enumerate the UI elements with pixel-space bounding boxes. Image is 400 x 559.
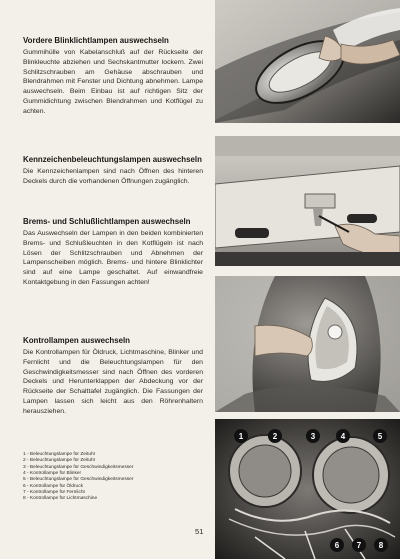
section-body: Die Kennzeichenlampen sind nach Öffnen des hinteren Deckels durch die vorhandenen Öffnungen zugänglich. [23,167,203,185]
section-title: Kontrollampen auswechseln [23,336,130,345]
legend-item: 8 - Kontrollampe für Lichtmaschine [23,496,98,502]
photo-license-plate-lamp [215,136,400,266]
section-brake-tail-lamp [23,217,203,288]
section-body: Gummihülle von Kabelanschluß auf der Rückseite der Blinkleuchte abziehen und Sechskantmutter lockern. Zwei Schlitzschrauben am Gehäuse abschrauben und Blendrahmen mit Fenster und Dichtung abnehmen. Lampe auswechseln. Beim Einbau ist auf richtigen Sitz der Gummidichtung zwischen Blendrahmen und Kotflügel zu achten. [23,48,203,116]
section-body: Das Auswechseln der Lampen in den beiden kombinierten Brems- und Schlußleuchten in den Kotflügeln ist nach Lösen der Schlitzschrauben und Abnehmen der Lampenscheiben möglich. Brems- und hintere Blinklichter sind auf eine Lampe geschaltet. Auf einwandfreie Kontaktgebung in den Fassungen achten! [23,229,203,287]
section-license-plate-lamp [23,155,203,187]
legend-item: 3 - Beleuchtungslampe für Geschwindigkeitsmesser [23,464,134,470]
photo-tail-lamp [215,276,400,412]
page-number: 51 [195,527,204,536]
callout-7: 7 [356,541,362,550]
callout-3: 3 [310,432,316,441]
section-body: Die Kontrollampen für Öldruck, Lichtmaschine, Blinker und Fernlicht und die Beleuchtungslampen für den Geschwindigkeitsmesser sind nach Öffnen des vorderen Deckels und Herunterklappen der Abdeckung vor der Rückseite der Schalttafel zugänglich. Die Fassungen der Lampen lassen sich leicht aus den Röhrenhaltern herausziehen. [23,348,203,416]
photo-dashboard-lamps [215,419,400,559]
callout-4: 4 [340,432,346,441]
legend-list [23,452,208,503]
callout-1: 1 [238,432,244,441]
callout-2: 2 [272,432,278,441]
section-warning-lamps [23,336,203,417]
section-title: Vordere Blinklichtlampen auswechseln [23,36,169,45]
legend-item: 6 - Kontrollampe für Öldruck [23,483,83,489]
legend-item: 7 - Kontrollampe für Fernlicht [23,490,85,496]
photo-turn-signal [215,0,400,123]
legend-item: 2 - Beleuchtungslampe für Zeituhr [23,458,96,464]
legend-item: 1 - Beleuchtungslampe für Zeituhr [23,452,96,457]
callout-5: 5 [377,432,383,441]
legend-item: 5 - Beleuchtungslampe für Geschwindigkeitsmesser [23,477,134,483]
callout-8: 8 [378,541,384,550]
callout-6: 6 [334,541,340,550]
legend-item: 4 - Kontrollampe für Blinker [23,471,82,477]
section-title: Kennzeichenbeleuchtungslampen auswechseln [23,155,202,164]
section-title: Brems- und Schlußlichtlampen auswechseln [23,217,191,226]
section-front-turn-signal [23,36,203,117]
